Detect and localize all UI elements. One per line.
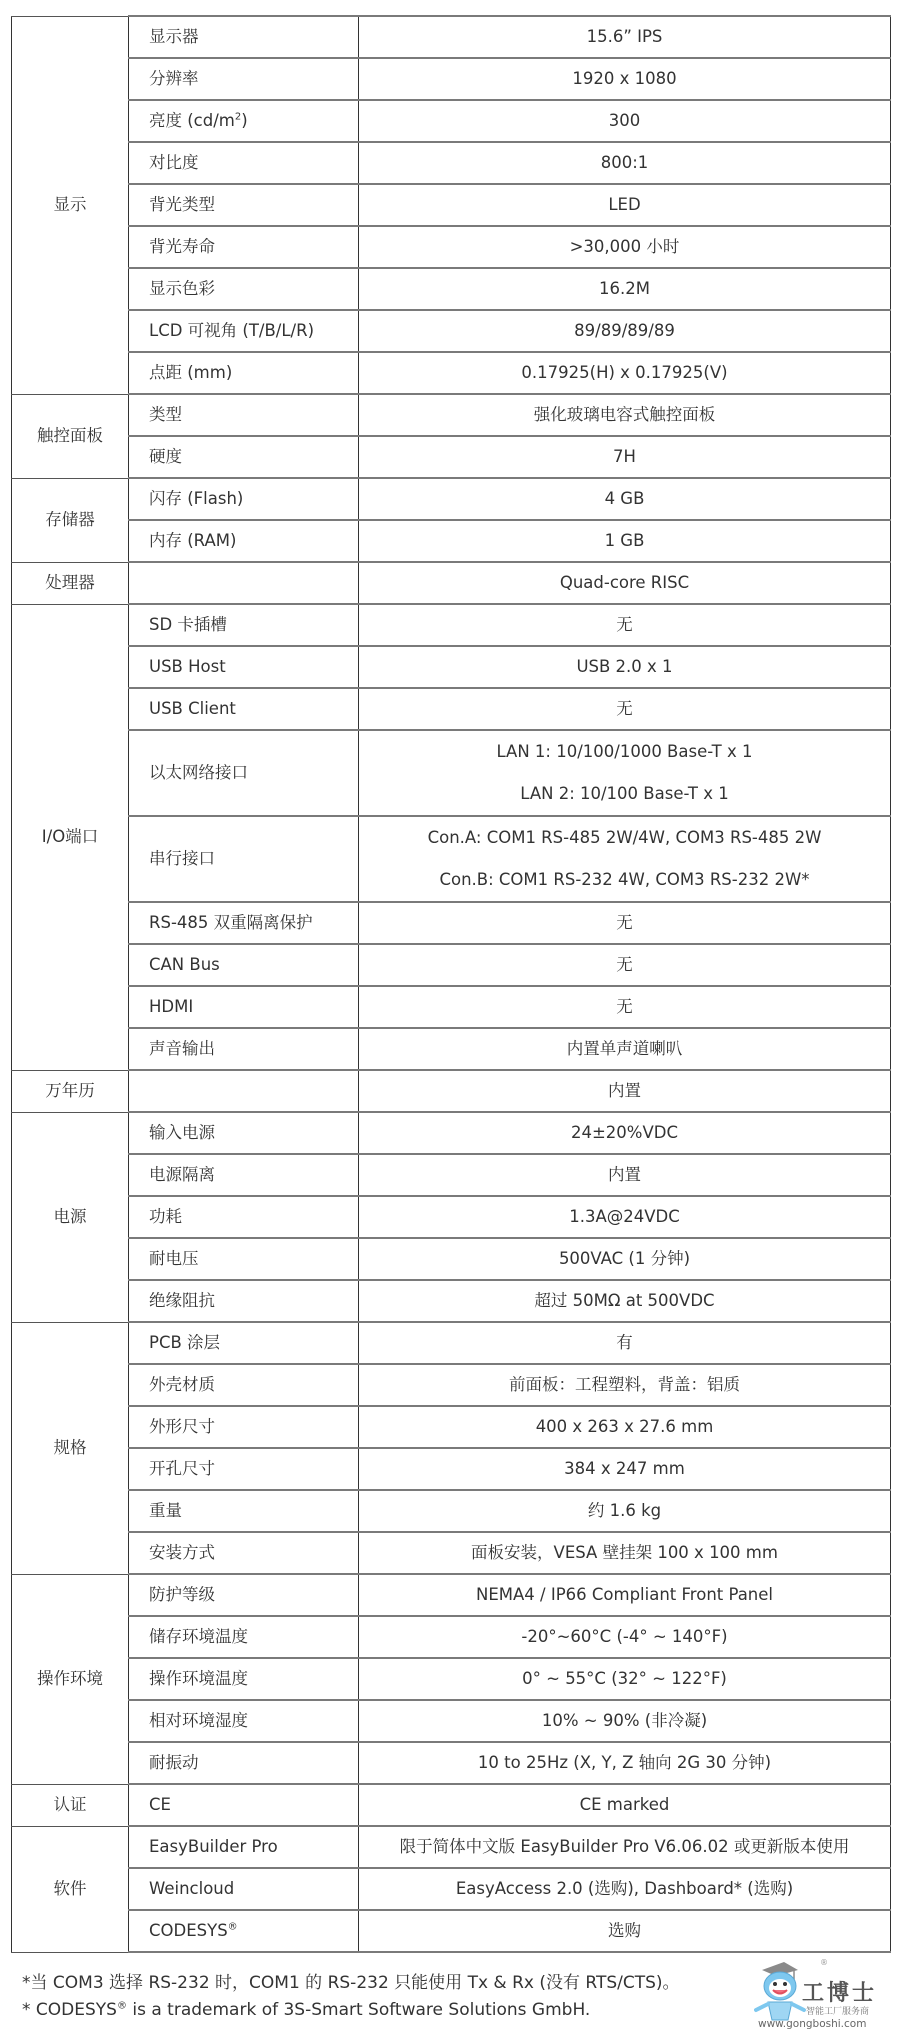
table-row (12, 1406, 891, 1448)
item-cell (129, 1406, 359, 1448)
category-cell: 操作环境 (12, 1574, 129, 1784)
item-label: 闪存 (Flash) (149, 489, 244, 508)
category-cell: 认证 (12, 1784, 129, 1826)
item-label: 显示器 (149, 27, 199, 46)
table-row (12, 902, 891, 944)
value-cell: Quad-core RISC (359, 562, 891, 604)
value-cell: 无 (359, 604, 891, 646)
logo-slogan: 智能工厂服务商 (806, 2007, 870, 2017)
table-row (12, 1658, 891, 1700)
value-cell: 500VAC (1 分钟) (359, 1238, 891, 1280)
table-row (12, 394, 891, 436)
item-cell (129, 184, 359, 226)
item-cell (129, 100, 359, 142)
value-line: Con.B: COM1 RS-232 4W, COM3 RS-232 2W* (439, 870, 810, 889)
item-label: USB Host (149, 657, 226, 676)
category-cell: 万年历 (12, 1070, 129, 1112)
value-cell: 16.2M (359, 268, 891, 310)
table-row (12, 58, 891, 100)
category-cell: 存储器 (12, 478, 129, 562)
table-row (12, 604, 891, 646)
mascot-icon (754, 1960, 808, 2022)
item-label: 硬度 (149, 447, 182, 466)
item-cell (129, 1910, 359, 1952)
item-label: CODESYS (149, 1921, 228, 1940)
table-row (12, 646, 891, 688)
item-cell (129, 16, 359, 58)
table-row (12, 184, 891, 226)
item-label: 点距 (mm) (149, 363, 233, 382)
logo-url: www.gongboshi.com (758, 2018, 867, 2030)
category-cell: 显示 (12, 16, 129, 394)
item-cell (129, 1784, 359, 1826)
registered-mark: ® (116, 2000, 127, 2012)
item-cell (129, 1742, 359, 1784)
item-label: 重量 (149, 1501, 182, 1520)
table-row (12, 100, 891, 142)
item-label: Weincloud (149, 1879, 235, 1898)
table-row (12, 1028, 891, 1070)
item-label: EasyBuilder Pro (149, 1837, 278, 1856)
item-cell (129, 1868, 359, 1910)
footnote-codesys-suffix: is a trademark of 3S-Smart Software Solutions GmbH. (126, 2000, 591, 2020)
item-cell (129, 1280, 359, 1322)
item-cell (129, 1196, 359, 1238)
table-row (12, 436, 891, 478)
logo-registered-mark: ® (820, 1958, 828, 1967)
item-cell (129, 1574, 359, 1616)
item-label: 电源隔离 (149, 1165, 215, 1184)
table-row (12, 1742, 891, 1784)
item-cell (129, 1616, 359, 1658)
item-cell (129, 604, 359, 646)
item-cell (129, 1070, 359, 1112)
table-row (12, 1868, 891, 1910)
item-label: HDMI (149, 997, 194, 1016)
value-cell: 10 to 25Hz (X, Y, Z 轴向 2G 30 分钟) (359, 1742, 891, 1784)
table-row (12, 562, 891, 604)
item-cell (129, 1826, 359, 1868)
item-label: 相对环境湿度 (149, 1711, 248, 1730)
table-row (12, 226, 891, 268)
table-row (12, 1322, 891, 1364)
value-cell: 内置 (359, 1154, 891, 1196)
value-cell: 无 (359, 688, 891, 730)
item-label: 操作环境温度 (149, 1669, 248, 1688)
table-row (12, 352, 891, 394)
item-cell (129, 226, 359, 268)
item-label: 声音输出 (149, 1039, 215, 1058)
item-cell (129, 1238, 359, 1280)
table-row (12, 688, 891, 730)
value-cell: 有 (359, 1322, 891, 1364)
item-cell (129, 310, 359, 352)
value-cell: 7H (359, 436, 891, 478)
table-row (12, 1784, 891, 1826)
item-label: 内存 (RAM) (149, 531, 237, 550)
value-cell: 0° ~ 55°C (32° ~ 122°F) (359, 1658, 891, 1700)
category-cell: 触控面板 (12, 394, 129, 478)
item-superscript: ® (227, 1921, 238, 1933)
category-cell: 规格 (12, 1322, 129, 1574)
item-cell (129, 562, 359, 604)
item-label: 亮度 (cd/m (149, 111, 235, 130)
item-cell (129, 730, 359, 816)
logo-brand: 工博士 (802, 1980, 878, 2006)
item-cell (129, 352, 359, 394)
item-cell (129, 58, 359, 100)
item-cell (129, 986, 359, 1028)
table-row (12, 1070, 891, 1112)
table-row (12, 268, 891, 310)
watermark-logo (752, 1956, 892, 2036)
value-cell: 4 GB (359, 478, 891, 520)
table-row (12, 944, 891, 986)
table-row (12, 1910, 891, 1952)
item-cell (129, 1700, 359, 1742)
table-row (12, 310, 891, 352)
item-cell (129, 688, 359, 730)
item-cell (129, 1448, 359, 1490)
table-row (12, 1448, 891, 1490)
table-row (12, 1112, 891, 1154)
item-label: CAN Bus (149, 955, 220, 974)
value-cell: 400 x 263 x 27.6 mm (359, 1406, 891, 1448)
item-label: 串行接口 (149, 849, 215, 868)
table-row (12, 1700, 891, 1742)
spec-table (11, 15, 891, 1953)
value-cell: 10% ~ 90% (非冷凝) (359, 1700, 891, 1742)
item-cell (129, 1028, 359, 1070)
item-cell (129, 1532, 359, 1574)
value-cell: 1.3A@24VDC (359, 1196, 891, 1238)
category-cell: I/O端口 (12, 604, 129, 1070)
item-label: SD 卡插槽 (149, 615, 227, 634)
table-row (12, 1616, 891, 1658)
item-cell (129, 1322, 359, 1364)
value-cell: 内置 (359, 1070, 891, 1112)
item-cell (129, 268, 359, 310)
table-row (12, 1364, 891, 1406)
item-cell (129, 1112, 359, 1154)
item-label: LCD 可视角 (T/B/L/R) (149, 321, 315, 340)
value-cell: 1 GB (359, 520, 891, 562)
item-cell (129, 1154, 359, 1196)
table-row (12, 1490, 891, 1532)
table-row (12, 1196, 891, 1238)
value-cell: 面板安装，VESA 壁挂架 100 x 100 mm (359, 1532, 891, 1574)
item-label: 对比度 (149, 153, 199, 172)
item-label: CE (149, 1795, 171, 1814)
table-row (12, 816, 891, 902)
item-cell (129, 478, 359, 520)
value-cell: EasyAccess 2.0 (选购), Dashboard* (选购) (359, 1868, 891, 1910)
item-cell (129, 1658, 359, 1700)
value-cell: 内置单声道喇叭 (359, 1028, 891, 1070)
item-label: 类型 (149, 405, 182, 424)
item-label-tail: ) (241, 111, 248, 130)
value-cell: 300 (359, 100, 891, 142)
table-row (12, 16, 891, 58)
item-cell (129, 902, 359, 944)
value-cell: 1920 x 1080 (359, 58, 891, 100)
item-label: 防护等级 (149, 1585, 215, 1604)
table-row (12, 1238, 891, 1280)
category-cell: 处理器 (12, 562, 129, 604)
value-cell: CE marked (359, 1784, 891, 1826)
value-cell: 无 (359, 902, 891, 944)
item-label: 耐电压 (149, 1249, 199, 1268)
item-cell (129, 944, 359, 986)
value-cell: NEMA4 / IP66 Compliant Front Panel (359, 1574, 891, 1616)
value-cell: 无 (359, 944, 891, 986)
item-label: 储存环境温度 (149, 1627, 248, 1646)
item-label: PCB 涂层 (149, 1333, 221, 1352)
value-cell: 384 x 247 mm (359, 1448, 891, 1490)
category-cell: 电源 (12, 1112, 129, 1322)
item-cell (129, 646, 359, 688)
spec-table-body (12, 16, 891, 1952)
value-cell: >30,000 小时 (359, 226, 891, 268)
item-superscript: 2 (234, 111, 242, 123)
value-line: Con.A: COM1 RS-485 2W/4W, COM3 RS-485 2W (427, 828, 822, 847)
table-row (12, 1154, 891, 1196)
footnote-codesys (22, 2000, 590, 2020)
item-label: 耐振动 (149, 1753, 199, 1772)
value-cell: 15.6” IPS (359, 16, 891, 58)
item-label: 背光寿命 (149, 237, 215, 256)
table-row (12, 1826, 891, 1868)
value-cell: USB 2.0 x 1 (359, 646, 891, 688)
value-cell: 89/89/89/89 (359, 310, 891, 352)
value-cell: 强化玻璃电容式触控面板 (359, 394, 891, 436)
item-label: 以太网络接口 (149, 763, 248, 782)
value-cell: 超过 50MΩ at 500VDC (359, 1280, 891, 1322)
item-label: 显示色彩 (149, 279, 215, 298)
footnote-codesys-prefix: * CODESYS (22, 2000, 117, 2020)
value-cell: 限于简体中文版 EasyBuilder Pro V6.06.02 或更新版本使用 (359, 1826, 891, 1868)
table-row (12, 478, 891, 520)
value-cell: 无 (359, 986, 891, 1028)
table-row (12, 1280, 891, 1322)
value-line: LAN 1: 10/100/1000 Base-T x 1 (496, 742, 753, 761)
value-cell: 选购 (359, 1910, 891, 1952)
item-label: 功耗 (149, 1207, 182, 1226)
value-cell: 0.17925(H) x 0.17925(V) (359, 352, 891, 394)
item-label: 输入电源 (149, 1123, 215, 1142)
value-cell (359, 730, 891, 816)
item-label: RS-485 双重隔离保护 (149, 913, 313, 932)
category-cell: 软件 (12, 1826, 129, 1952)
item-cell (129, 1364, 359, 1406)
item-cell (129, 394, 359, 436)
value-line: LAN 2: 10/100 Base-T x 1 (520, 784, 729, 803)
item-cell (129, 142, 359, 184)
item-label: 分辨率 (149, 69, 199, 88)
table-row (12, 1532, 891, 1574)
item-cell (129, 520, 359, 562)
value-cell: 24±20%VDC (359, 1112, 891, 1154)
item-cell (129, 1490, 359, 1532)
item-label: USB Client (149, 699, 236, 718)
value-cell: LED (359, 184, 891, 226)
item-label: 安装方式 (149, 1543, 215, 1562)
item-label: 开孔尺寸 (149, 1459, 215, 1478)
value-cell: -20°~60°C (-4° ~ 140°F) (359, 1616, 891, 1658)
value-cell: 前面板：工程塑料，背盖：铝质 (359, 1364, 891, 1406)
item-label: 外形尺寸 (149, 1417, 215, 1436)
table-row (12, 986, 891, 1028)
value-cell (359, 816, 891, 902)
table-row (12, 730, 891, 816)
footnote-serial: *当 COM3 选择 RS-232 时，COM1 的 RS-232 只能使用 Tx & Rx (没有 RTS/CTS)。 (22, 1973, 680, 1993)
item-label: 外壳材质 (149, 1375, 215, 1394)
table-row (12, 1574, 891, 1616)
item-label: 绝缘阻抗 (149, 1291, 215, 1310)
table-row (12, 142, 891, 184)
item-label: 背光类型 (149, 195, 215, 214)
value-cell: 约 1.6 kg (359, 1490, 891, 1532)
table-row (12, 520, 891, 562)
item-cell (129, 436, 359, 478)
item-cell (129, 816, 359, 902)
value-cell: 800:1 (359, 142, 891, 184)
